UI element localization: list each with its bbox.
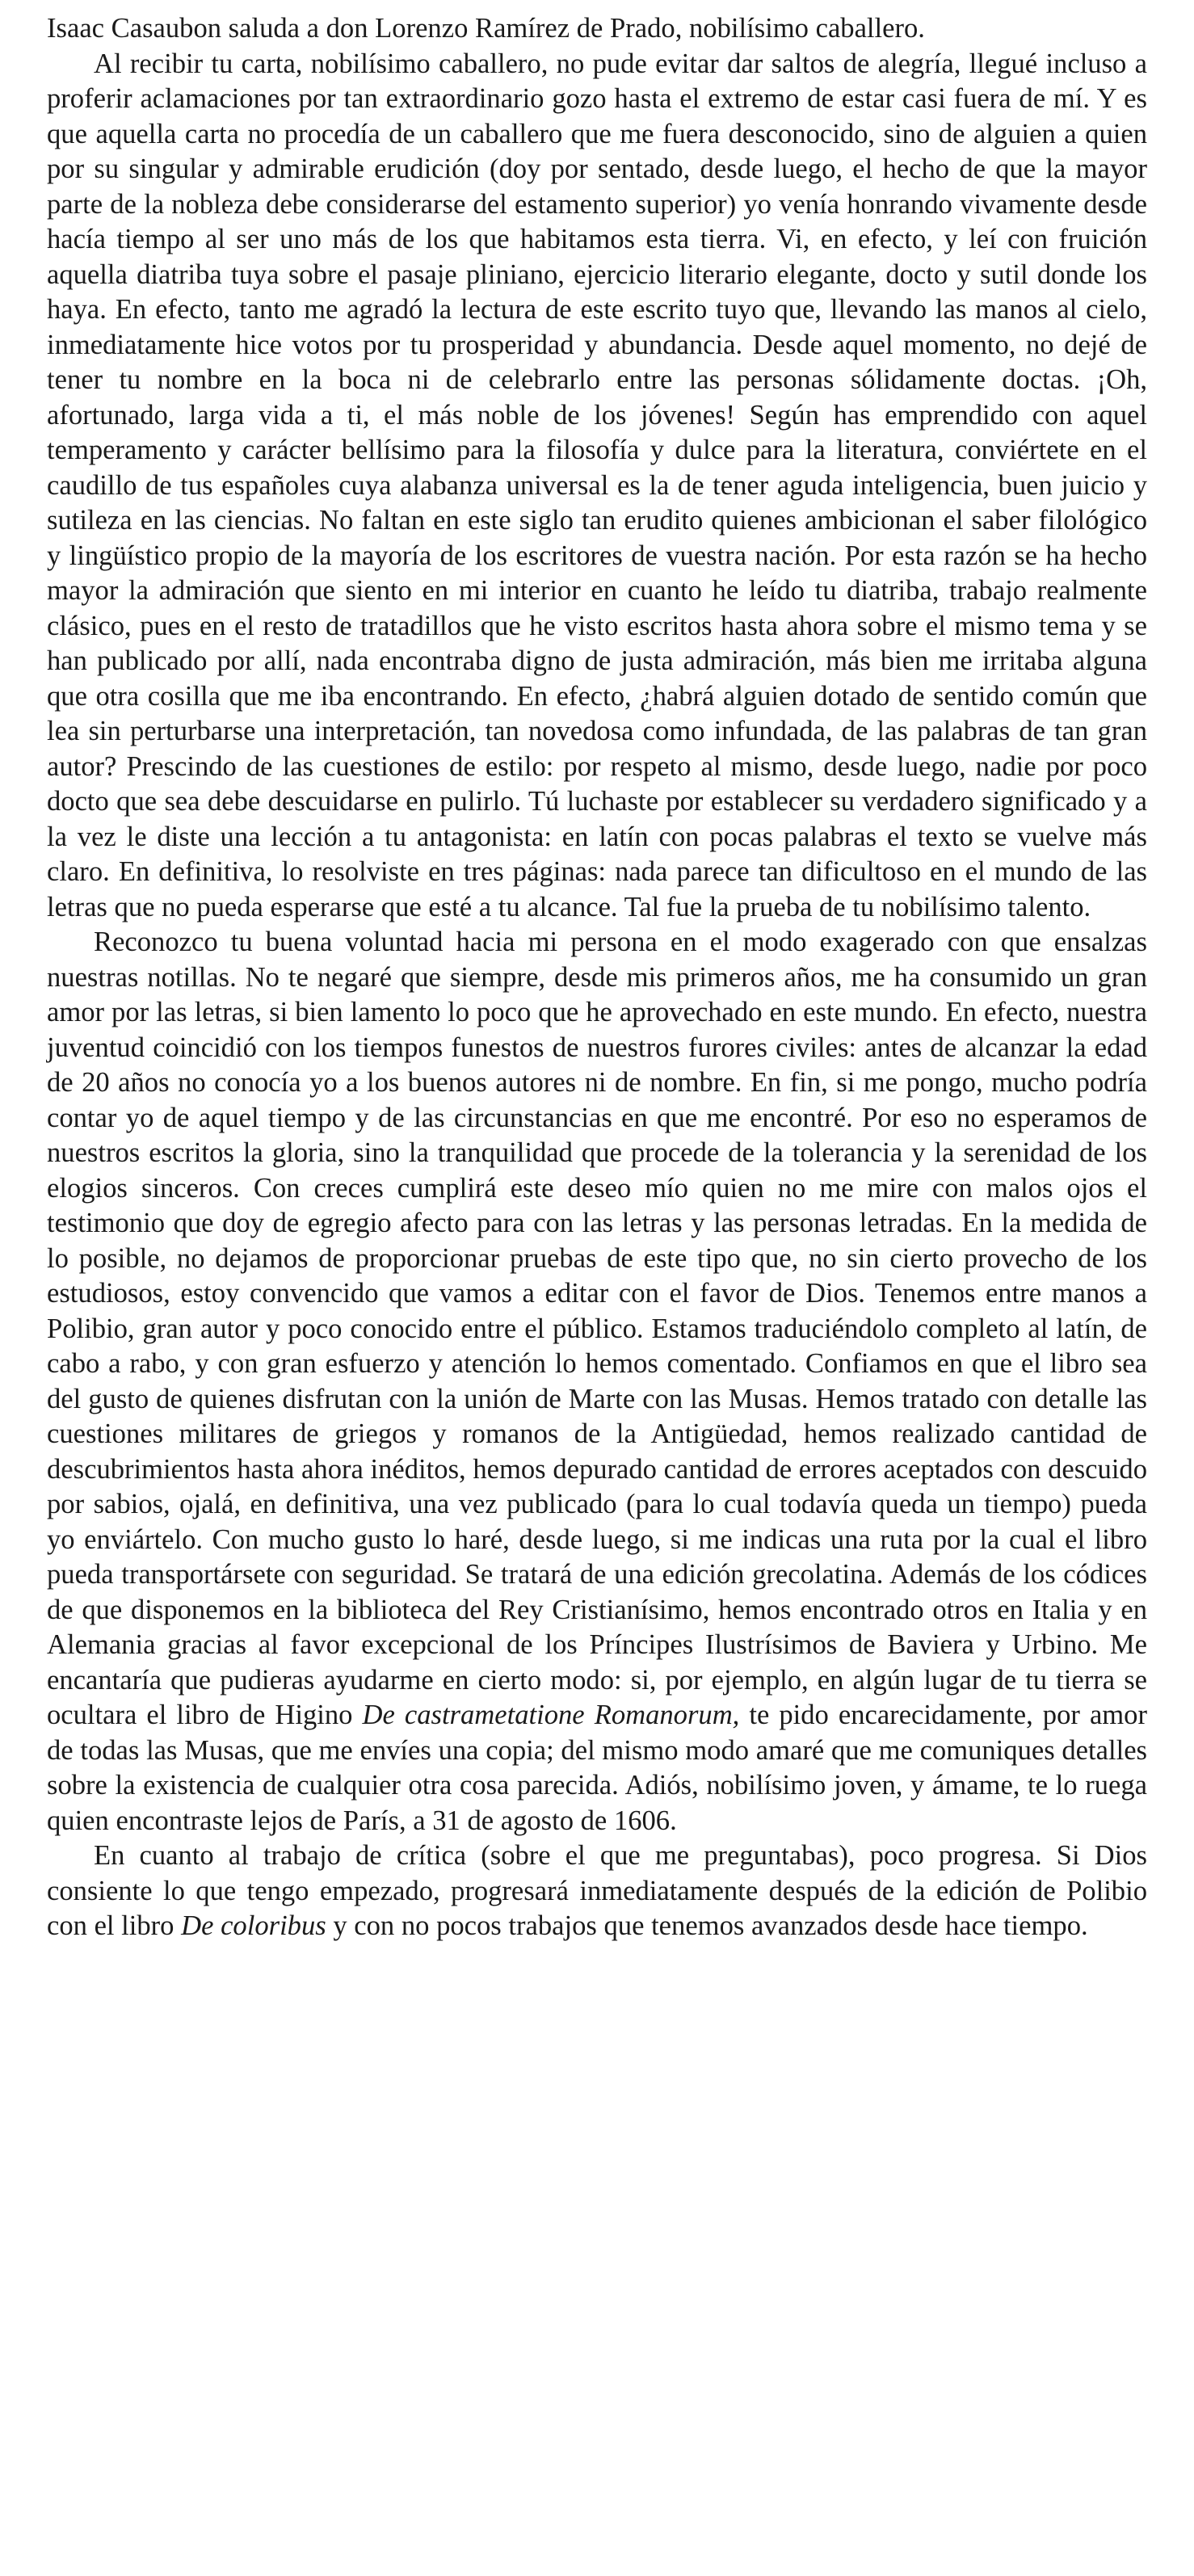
paragraph-3-text-a: En cuanto al trabajo de crítica (sobre el que me preguntabas), poco progresa. Si Dios consiente lo que tengo empezado, progresará inmediatamente después de la edición de Polibio con el libro	[47, 1840, 1147, 1941]
letter-paragraph-3	[47, 1838, 1147, 1944]
letter-salutation: Isaac Casaubon saluda a don Lorenzo Ramírez de Prado, nobilísimo caballero.	[47, 13, 925, 44]
book-title-de-coloribus: De coloribus	[181, 1910, 326, 1941]
book-title-higino: De castrametatione Romanorum,	[362, 1700, 740, 1730]
paragraph-3-text-b: y con no pocos trabajos que tenemos avanzados desde hace tiempo.	[326, 1910, 1088, 1941]
letter-text-block	[47, 11, 1147, 1944]
paragraph-2-text-a: Reconozco tu buena voluntad hacia mi persona en el modo exagerado con que ensalzas nuestras notillas. No te negaré que siempre, desde mis primeros años, me ha consumido un gran amor por las letras, si bien lamento lo poco que he aprovechado en este mundo. En efecto, nuestra juventud coincidió con los tiempos funestos de nuestros furores civiles: antes de alcanzar la edad de 20 años no conocía yo a los buenos autores ni de nombre. En fin, si me pongo, mucho podría contar yo de aquel tiempo y de las circunstancias en que me encontré. Por eso no esperamos de nuestros escritos la gloria, sino la tranquilidad que procede de la tolerancia y la serenidad de los elogios sinceros. Con creces cumplirá este deseo mío quien no me mire con malos ojos el testimonio que doy de egregio afecto para con las letras y las personas letradas. En la medida de lo posible, no dejamos de proporcionar pruebas de este tipo que, no sin cierto provecho de los estudiosos, estoy convencido que vamos a editar con el favor de Dios. Tenemos entre manos a Polibio, gran autor y poco conocido entre el público. Estamos traduciéndolo completo al latín, de cabo a rabo, y con gran esfuerzo y atención lo hemos comentado. Confiamos en que el libro sea del gusto de quienes disfrutan con la unión de Marte con las Musas. Hemos tratado con detalle las cuestiones militares de griegos y romanos de la Antigüedad, hemos realizado cantidad de descubrimientos hasta ahora inéditos, hemos depurado cantidad de errores aceptados con descuido por sabios, ojalá, en definitiva, una vez publicado (para lo cual todavía queda un tiempo) pueda yo enviártelo. Con mucho gusto lo haré, desde luego, si me indicas una ruta por la cual el libro pueda transportársete con seguridad. Se tratará de una edición grecolatina. Además de los códices de que disponemos en la biblioteca del Rey Cristianísimo, hemos encontrado otros en Italia y en Alemania gracias al favor excepcional de los Príncipes Ilustrísimos de Baviera y Urbino. Me encantaría que pudieras ayudarme en cierto modo: si, por ejemplo, en algún lugar de tu tierra se ocultara el libro de Higino	[47, 927, 1147, 1730]
letter-paragraph-2	[47, 925, 1147, 1838]
paragraph-2-text-b: te pido encarecidamente, por amor de todas las Musas, que me envíes una copia; del mismo modo amaré que me comuniques detalles sobre la existencia de cualquier otra cosa parecida. Adiós, nobilísimo joven, y ámame, te lo ruega quien encontraste lejos de París, a 31 de agosto de 1606.	[47, 1700, 1147, 1836]
letter-paragraph-1: Al recibir tu carta, nobilísimo caballero, no pude evitar dar saltos de alegría, llegué incluso a proferir aclamaciones por tan extraordinario gozo hasta el extremo de estar casi fuera de mí. Y es que aquella carta no procedía de un caballero que me fuera desconocido, sino de alguien a quien por su singular y admirable erudición (doy por sentado, desde luego, el hecho de que la mayor parte de la nobleza debe considerarse del estamento superior) yo venía honrando vivamente desde hacía tiempo al ser uno más de los que habitamos esta tierra. Vi, en efecto, y leí con fruición aquella diatriba tuya sobre el pasaje pliniano, ejercicio literario elegante, docto y sutil donde los haya. En efecto, tanto me agradó la lectura de este escrito tuyo que, llevando las manos al cielo, inmediatamente hice votos por tu prosperidad y abundancia. Desde aquel momento, no dejé de tener tu nombre en la boca ni de celebrarlo entre las personas sólidamente doctas. ¡Oh, afortunado, larga vida a ti, el más noble de los jóvenes! Según has emprendido con aquel temperamento y carácter bellísimo para la filosofía y dulce para la literatura, conviértete en el caudillo de tus españoles cuya alabanza universal es la de tener aguda inteligencia, buen juicio y sutileza en las ciencias. No faltan en este siglo tan erudito quienes ambicionan el saber filológico y lingüístico propio de la mayoría de los escritores de vuestra nación. Por esta razón se ha hecho mayor la admiración que siento en mi interior en cuanto he leído tu diatriba, trabajo realmente clásico, pues en el resto de tratadillos que he visto escritos hasta ahora sobre el mismo tema y se han publicado por allí, nada encontraba digno de justa admiración, más bien me irritaba alguna que otra cosilla que me iba encontrando. En efecto, ¿habrá alguien dotado de sentido común que lea sin perturbarse una interpretación, tan novedosa como infundada, de las palabras de tan gran autor? Prescindo de las cuestiones de estilo: por respeto al mismo, desde luego, nadie por poco docto que sea debe descuidarse en pulirlo. Tú luchaste por establecer su verdadero significado y a la vez le diste una lección a tu antagonista: en latín con pocas palabras el texto se vuelve más claro. En definitiva, lo resolviste en tres páginas: nada parece tan dificultoso en el mundo de las letras que no pueda esperarse que esté a tu alcance. Tal fue la prueba de tu nobilísimo talento.	[47, 48, 1147, 922]
